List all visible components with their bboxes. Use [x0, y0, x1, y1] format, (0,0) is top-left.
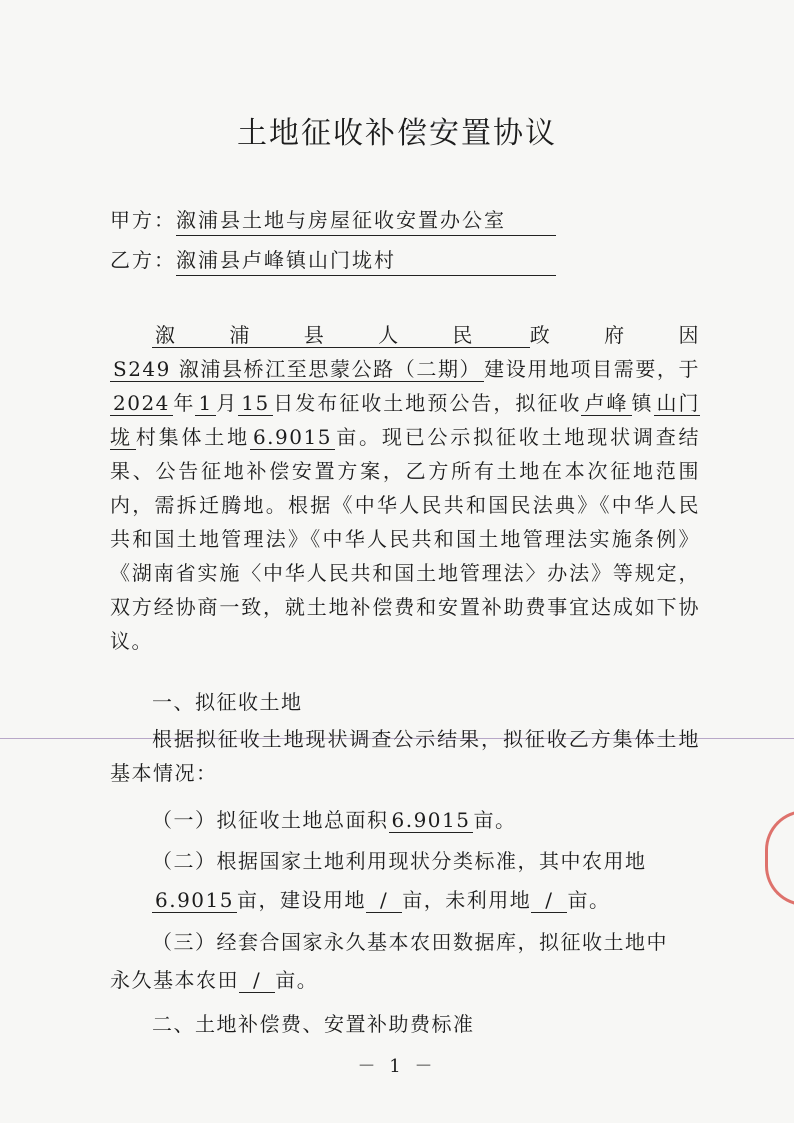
item-land-classification-values — [152, 884, 610, 913]
item-land-classification — [110, 844, 700, 878]
text: 亩。 — [275, 968, 319, 992]
party-a-label: 甲方： — [110, 208, 176, 232]
fill-village: 山门垅 — [110, 391, 701, 449]
fill-unused-land: / — [531, 888, 567, 913]
text: 永久基本农田 — [110, 968, 239, 992]
text: 亩，未利用地 — [402, 888, 532, 912]
text: 亩。 — [567, 888, 611, 912]
fill-year: 2024 — [110, 391, 173, 416]
text: （一）拟征收土地总面积 — [152, 808, 389, 832]
party-a — [110, 204, 556, 236]
party-b — [110, 244, 556, 276]
paragraph-basic-info: 根据拟征收土地现状调查公示结果，拟征收乙方集体土地基本情况： — [110, 727, 700, 785]
text: 建设用地项目需要，于 — [484, 357, 701, 381]
document-title: 土地征收补偿安置协议 — [237, 116, 557, 151]
party-a-name: 溆浦县土地与房屋征收安置办公室 — [176, 204, 556, 236]
text: 亩，建设用地 — [236, 888, 366, 912]
item-basic-farmland-line2 — [110, 964, 318, 993]
item-total-area — [152, 804, 516, 833]
fill-construction-land: / — [366, 888, 402, 913]
text: 亩。 — [473, 808, 517, 832]
page-number: － 1 － — [357, 1056, 437, 1077]
fill-area: 6.9015 — [250, 425, 335, 450]
party-b-label: 乙方： — [110, 248, 176, 272]
fill-total-area: 6.9015 — [389, 808, 474, 833]
text: 村集体土地 — [135, 425, 250, 449]
paragraph-preamble — [110, 318, 700, 658]
text: 月 — [215, 391, 239, 415]
fill-day: 15 — [238, 391, 272, 416]
text: （二）根据国家土地利用现状分类标准，其中农用地 — [152, 849, 647, 873]
fill-month: 1 — [195, 391, 215, 416]
text: 日发布征收土地预公告，拟征收 — [272, 391, 582, 415]
fill-farmland: 6.9015 — [152, 888, 237, 913]
heading-section-2: 二、土地补偿费、安置补助费标准 — [152, 1012, 475, 1036]
party-b-name: 溆浦县卢峰镇山门垅村 — [176, 244, 556, 276]
text: 政府因 — [529, 323, 701, 347]
seal-stamp — [765, 810, 794, 906]
fill-town: 卢峰 — [581, 391, 631, 416]
text: 镇 — [631, 391, 654, 415]
text: 年 — [172, 391, 196, 415]
fill-basic-farmland: / — [239, 968, 275, 993]
item-basic-farmland-line1: （三）经套合国家永久基本农田数据库，拟征收土地中 — [152, 930, 668, 954]
text: 亩。现已公示拟征收土地现状调查结果、公告征地补偿安置方案，乙方所有土地在本次征地范围内，需拆迁腾地。根据《中华人民共和国民法典》《中华人民共和国土地管理法》《中华人民共和国土地管理法实施条例》《湖南省实施〈中华人民共和国土地管理法〉办法》等规定，双方经协商一致，就土地补偿费和安置补助费事宜达成如下协议。 — [110, 425, 701, 653]
heading-section-1: 一、拟征收土地 — [152, 690, 303, 714]
fill-project: S249 溆浦县桥江至思蒙公路（二期） — [110, 357, 484, 382]
fill-government: 溆浦县人民 — [152, 323, 530, 348]
